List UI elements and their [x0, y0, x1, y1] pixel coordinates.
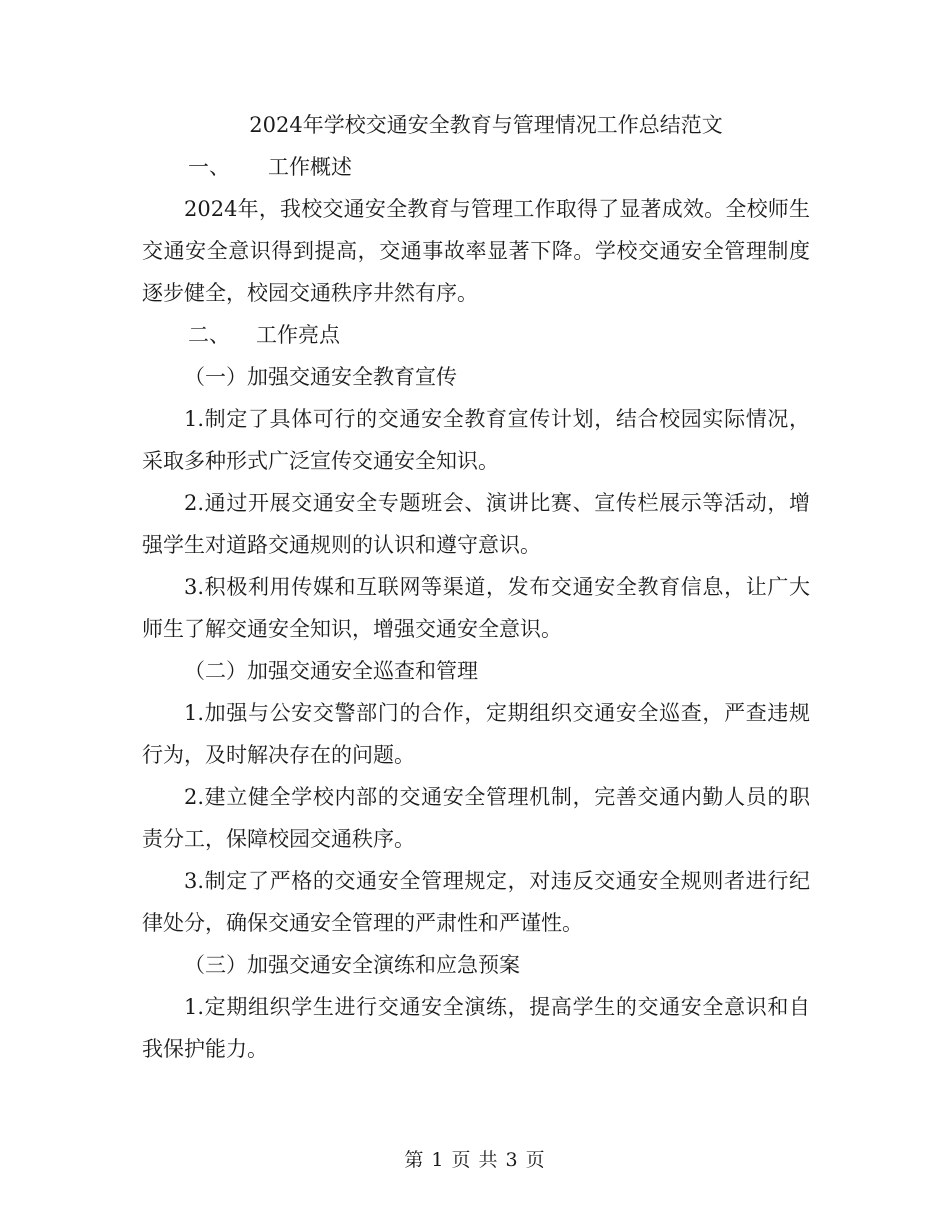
- section-title-1: 工作概述: [268, 155, 352, 179]
- list-item: 1.加强与公安交警部门的合作，定期组织交通安全巡查，严查违规行为，及时解决存在的问题。: [142, 701, 810, 767]
- list-item: 2.通过开展交通安全专题班会、演讲比赛、宣传栏展示等活动，增强学生对道路交通规则的认识和遵守意识。: [142, 491, 810, 557]
- subsection-heading-1: （一）加强交通安全教育宣传: [184, 365, 457, 389]
- section-heading-2: [142, 314, 810, 356]
- list-item: 1.制定了具体可行的交通安全教育宣传计划，结合校园实际情况，采取多种形式广泛宣传交通安全知识。: [142, 407, 810, 473]
- page-footer: 第 1 页 共 3 页: [404, 1149, 546, 1171]
- list-item: 2.建立健全学校内部的交通安全管理机制，完善交通内勤人员的职责分工，保障校园交通秩序。: [142, 785, 810, 851]
- subsection-heading-2: （二）加强交通安全巡查和管理: [184, 659, 478, 683]
- document-body: [142, 104, 810, 1070]
- section-number-1: 一、: [188, 155, 230, 179]
- section-heading-1: [142, 146, 810, 188]
- list-item: 3.积极利用传媒和互联网等渠道，发布交通安全教育信息，让广大师生了解交通安全知识，增强交通安全意识。: [142, 575, 810, 641]
- document-title: 2024年学校交通安全教育与管理情况工作总结范文: [249, 113, 723, 137]
- paragraph-overview: 2024年，我校交通安全教育与管理工作取得了显著成效。全校师生交通安全意识得到提高，交通事故率显著下降。学校交通安全管理制度逐步健全，校园交通秩序井然有序。: [142, 197, 810, 305]
- section-title-2: 工作亮点: [256, 323, 340, 347]
- list-item: 3.制定了严格的交通安全管理规定，对违反交通安全规则者进行纪律处分，确保交通安全管理的严肃性和严谨性。: [142, 869, 810, 935]
- subsection-heading-3: （三）加强交通安全演练和应急预案: [184, 953, 520, 977]
- list-item: 1.定期组织学生进行交通安全演练，提高学生的交通安全意识和自我保护能力。: [142, 995, 810, 1061]
- section-number-2: 二、: [188, 323, 230, 347]
